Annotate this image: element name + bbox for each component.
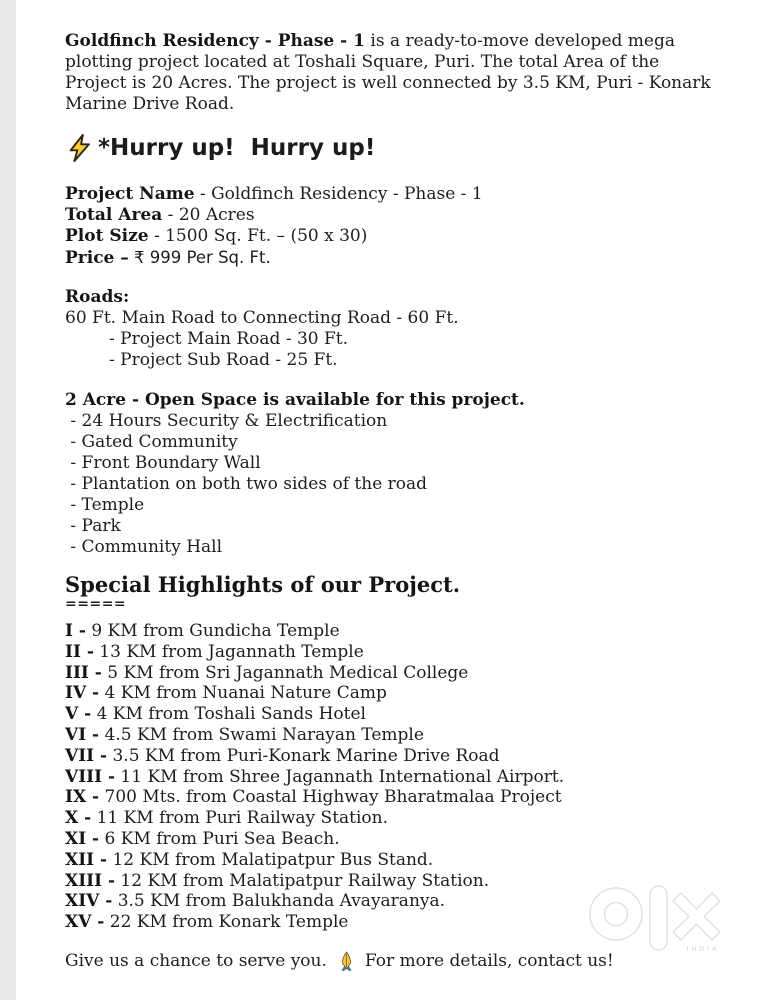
detail-row-plot-size: Plot Size - 1500 Sq. Ft. – (50 x 30) bbox=[65, 226, 368, 246]
highlight-item: III - 5 KM from Sri Jagannath Medical College bbox=[65, 662, 469, 683]
highlight-item: XI - 6 KM from Puri Sea Beach. bbox=[65, 828, 340, 849]
roads-section bbox=[65, 287, 459, 371]
hurry-up-heading bbox=[65, 133, 375, 163]
amenity-item: - Front Boundary Wall bbox=[65, 453, 261, 473]
amenity-item: - Gated Community bbox=[65, 432, 238, 452]
highlight-item: VII - 3.5 KM from Puri-Konark Marine Drive Road bbox=[65, 745, 500, 766]
highlight-item: XV - 22 KM from Konark Temple bbox=[65, 912, 349, 933]
amenity-item: - Temple bbox=[65, 495, 145, 515]
project-details bbox=[65, 184, 483, 269]
folded-hands-icon bbox=[335, 950, 358, 973]
amenities-heading: 2 Acre - Open Space is available for this project. bbox=[65, 390, 525, 410]
highlights-heading: Special Highlights of our Project. bbox=[65, 572, 461, 597]
olx-india-label: INDIA bbox=[686, 945, 720, 953]
page-left-edge-strip bbox=[0, 0, 16, 1000]
roads-heading: Roads: bbox=[65, 287, 130, 307]
highlights-divider: ===== bbox=[65, 596, 127, 612]
footer-line bbox=[65, 949, 614, 973]
amenities-section bbox=[65, 390, 525, 558]
intro-paragraph bbox=[65, 31, 715, 115]
road-line: 60 Ft. Main Road to Connecting Road - 60 Ft. bbox=[65, 308, 459, 328]
highlight-item: II - 13 KM from Jagannath Temple bbox=[65, 641, 364, 662]
highlights-list bbox=[65, 621, 564, 933]
footer-text-before: Give us a chance to serve you. bbox=[65, 951, 327, 971]
footer-text-after: For more details, contact us! bbox=[364, 951, 614, 971]
olx-logo-icon bbox=[588, 884, 723, 954]
highlight-item: V - 4 KM from Toshali Sands Hotel bbox=[65, 704, 366, 725]
highlight-item: VIII - 11 KM from Shree Jagannath International Airport. bbox=[65, 766, 565, 787]
lightning-icon bbox=[65, 133, 95, 163]
highlight-item: IX - 700 Mts. from Coastal Highway Bharatmalaa Project bbox=[65, 787, 562, 808]
detail-row-total-area: Total Area - 20 Acres bbox=[65, 205, 255, 225]
olx-watermark bbox=[588, 884, 723, 958]
highlight-item: XIII - 12 KM from Malatipatpur Railway Station. bbox=[65, 870, 490, 891]
listing-description bbox=[65, 0, 715, 1000]
detail-row-price: Price – ₹ 999 Per Sq. Ft. bbox=[65, 248, 271, 268]
highlight-item: IV - 4 KM from Nuanai Nature Camp bbox=[65, 683, 387, 704]
amenity-item: - Plantation on both two sides of the road bbox=[65, 474, 428, 494]
amenity-item: - 24 Hours Security & Electrification bbox=[65, 411, 388, 431]
amenity-item: - Community Hall bbox=[65, 537, 223, 557]
intro-text: is a ready-to-move developed mega plotting project located at Toshali Square, Puri. The total Area of the Project is 20 Acres. The project is well connected by 3.5 KM, Puri - Konark Marine Drive Road. bbox=[65, 31, 717, 114]
highlight-item: I - 9 KM from Gundicha Temple bbox=[65, 621, 340, 641]
highlight-item: XIV - 3.5 KM from Balukhanda Avayaranya. bbox=[65, 891, 446, 912]
road-line: - Project Sub Road - 25 Ft. bbox=[109, 350, 338, 370]
amenity-item: - Park bbox=[65, 516, 121, 536]
road-line: - Project Main Road - 30 Ft. bbox=[109, 329, 349, 349]
hurry-up-text: *Hurry up! Hurry up! bbox=[98, 135, 376, 161]
detail-row-project-name: Project Name - Goldfinch Residency - Phase - 1 bbox=[65, 184, 483, 204]
project-title-bold: Goldfinch Residency - Phase - 1 bbox=[65, 31, 365, 51]
highlight-item: XII - 12 KM from Malatipatpur Bus Stand. bbox=[65, 849, 434, 870]
highlight-item: X - 11 KM from Puri Railway Station. bbox=[65, 808, 389, 829]
highlight-item: VI - 4.5 KM from Swami Narayan Temple bbox=[65, 724, 424, 745]
